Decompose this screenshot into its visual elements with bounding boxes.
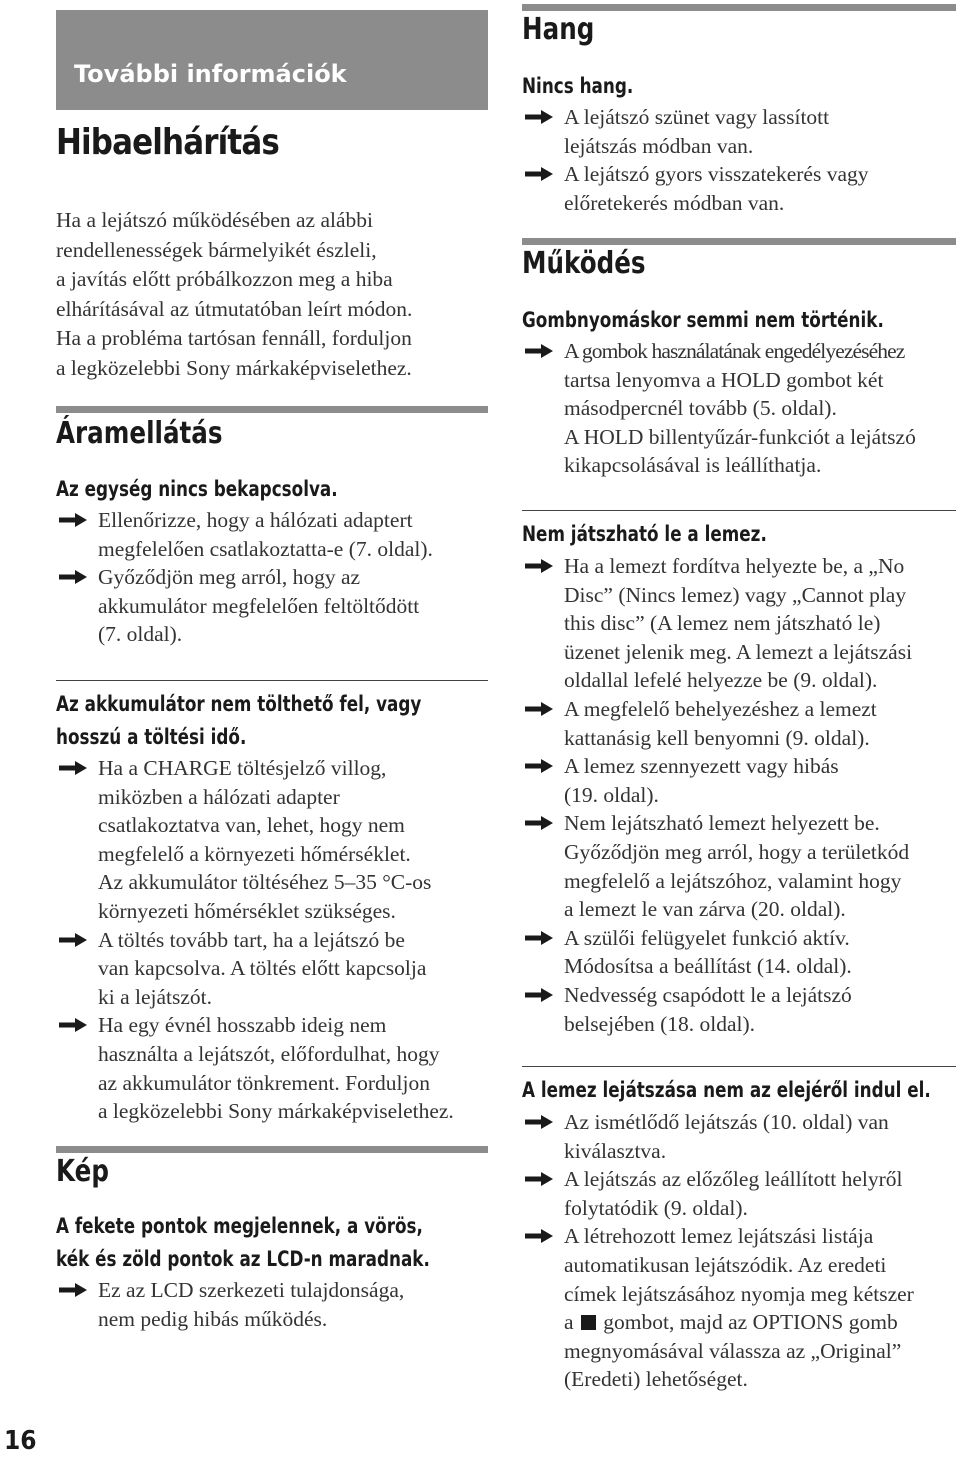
solution-line: lejátszás módban van.: [564, 133, 754, 158]
solution-line: üzenet jelenik meg. A lemezt a lejátszási: [564, 639, 913, 664]
solution-line: (7. oldal).: [98, 622, 183, 647]
solution-line: Az akkumulátor töltéséhez 5–35 °C-os: [98, 870, 432, 895]
section-rule: [56, 406, 488, 413]
arrow-icon: [58, 512, 88, 528]
solution-item: [522, 552, 956, 695]
solution-item: [56, 754, 496, 926]
solution-line: kikapcsolásával is leállíthatja.: [564, 453, 822, 478]
solution-line: van kapcsolva. A töltés előtt kapcsolja: [98, 956, 427, 981]
solution-line: használta a lejátszót, előfordulhat, hogy: [98, 1041, 440, 1066]
solution-item: [522, 924, 956, 981]
solution-line: megfelelő a lejátszóhoz, valamint hogy: [564, 868, 902, 893]
solution-line: (Eredeti) lehetőséget.: [564, 1367, 748, 1392]
solution-line: Ha a lemezt fordítva helyezte be, a „No: [564, 554, 905, 578]
solution-line: környezeti hőmérséklet szükséges.: [98, 898, 396, 923]
solution-line: Nedvesség csapódott le a lejátszó: [564, 982, 852, 1007]
arrow-icon: [58, 1282, 88, 1298]
solution-line: a legközelebbi Sony márkaképviselethez.: [98, 1099, 454, 1124]
solution-item: [522, 695, 956, 752]
section-banner: További információk: [56, 10, 488, 110]
solution-line: Ellenőrizze, hogy a hálózati adaptert: [98, 508, 413, 532]
solution-line: Ez az LCD szerkezeti tulajdonsága,: [98, 1278, 405, 1302]
solution-line: az akkumulátor tönkrement. Forduljon: [98, 1070, 430, 1095]
arrow-icon: [524, 815, 554, 831]
solution-list: [56, 754, 496, 1126]
arrow-icon: [524, 1171, 554, 1187]
problem-title: Gombnyomáskor semmi nem történik.: [522, 308, 884, 332]
solution-item: [522, 809, 956, 923]
arrow-icon: [524, 1228, 554, 1244]
solution-line: A lejátszó gyors visszatekerés vagy: [564, 162, 869, 187]
solution-list: [522, 552, 956, 1038]
solution-item: [56, 926, 496, 1012]
section-title-picture: Kép: [56, 1154, 109, 1189]
problem-title: Az egység nincs bekapcsolva.: [56, 477, 338, 501]
section-title-power: Áramellátás: [56, 416, 223, 451]
solution-line: oldallal lefelé helyezze be (9. oldal).: [564, 668, 878, 693]
problem-title: [56, 1210, 430, 1276]
arrow-icon: [524, 987, 554, 1003]
arrow-icon: [524, 109, 554, 125]
problem-title: A lemez lejátszása nem az elejéről indul el.: [522, 1078, 931, 1102]
divider: [522, 1066, 956, 1067]
solution-line: A HOLD billentyűzár-funkciót a lejátszó: [564, 424, 916, 449]
solution-line: Módosítsa a beállítást (14. oldal).: [564, 954, 852, 979]
arrow-icon: [58, 760, 88, 776]
arrow-icon: [524, 930, 554, 946]
solution-item: [522, 337, 956, 480]
intro-line: rendellenességek bármelyikét észleli,: [56, 237, 377, 262]
solution-line: csatlakoztatva van, lehet, hogy nem: [98, 813, 405, 838]
solution-list: [522, 1108, 956, 1394]
solution-item: [522, 1222, 956, 1394]
solution-line: A töltés tovább tart, ha a lejátszó be: [98, 927, 405, 952]
solution-line: Disc” (Nincs lemez) vagy „Cannot play: [564, 582, 907, 607]
page-title: Hibaelhárítás: [56, 122, 279, 163]
intro-line: Ha a probléma tartósan fennáll, forduljon: [56, 326, 412, 350]
stop-icon: [581, 1315, 596, 1330]
solution-line: nem pedig hibás működés.: [98, 1306, 328, 1331]
problem-title-line: Az akkumulátor nem tölthető fel, vagy: [56, 692, 422, 716]
solution-item: [522, 103, 956, 160]
section-rule: [56, 1146, 488, 1153]
intro-line: elhárításával az útmutatóban leírt módon.: [56, 296, 413, 321]
solution-line: belsejében (18. oldal).: [564, 1011, 756, 1036]
solution-item: [522, 160, 956, 217]
arrow-icon: [58, 1017, 88, 1033]
problem-title-line: A fekete pontok megjelennek, a vörös,: [56, 1214, 423, 1238]
solution-list: [56, 506, 496, 649]
solution-line: előretekerés módban van.: [564, 190, 785, 215]
solution-text: a: [564, 1310, 574, 1335]
solution-line: Nem lejátszható lemezt helyezett be.: [564, 811, 880, 836]
problem-title-line: hosszú a töltési idő.: [56, 725, 247, 749]
solution-list: [522, 337, 956, 480]
arrow-icon: [524, 701, 554, 717]
solution-line: Ha egy évnél hosszabb ideig nem: [98, 1013, 387, 1038]
page-number: 16: [4, 1426, 37, 1456]
solution-line: (19. oldal).: [564, 782, 659, 807]
intro-paragraph: [56, 206, 496, 383]
solution-line: Az ismétlődő lejátszás (10. oldal) van: [564, 1110, 889, 1134]
solution-list: [56, 1276, 496, 1333]
solution-line: megfelelően csatlakoztatta-e (7. oldal).: [98, 536, 433, 561]
solution-line-with-symbol: [564, 1308, 956, 1337]
solution-item: [522, 1108, 956, 1165]
arrow-icon: [524, 343, 554, 359]
intro-line: Ha a lejátszó működésében az alábbi: [56, 208, 373, 232]
arrow-icon: [524, 166, 554, 182]
arrow-icon: [58, 569, 88, 585]
section-rule: [522, 238, 956, 245]
solution-line: Ha a CHARGE töltésjelző villog,: [98, 756, 387, 780]
solution-list: [522, 103, 956, 217]
solution-line: A lejátszó szünet vagy lassított: [564, 105, 830, 129]
solution-line: automatikusan lejátszódik. Az eredeti: [564, 1252, 887, 1277]
solution-line: megnyomásával válassza az „Original”: [564, 1338, 902, 1363]
solution-line: tartsa lenyomva a HOLD gombot két: [564, 367, 884, 392]
intro-line: a javítás előtt próbálkozzon meg a hiba: [56, 267, 393, 291]
solution-item: [56, 563, 496, 649]
solution-line: Győződjön meg arról, hogy az: [98, 565, 361, 590]
solution-line: a lemezt le van zárva (20. oldal).: [564, 897, 846, 922]
solution-line: A létrehozott lemez lejátszási listája: [564, 1224, 874, 1249]
solution-item: [56, 1276, 496, 1333]
arrow-icon: [524, 1114, 554, 1130]
problem-title: Nincs hang.: [522, 74, 634, 98]
solution-line: megfelelő a környezeti hőmérséklet.: [98, 841, 411, 866]
solution-line: címek lejátszásához nyomja meg kétszer: [564, 1281, 914, 1306]
arrow-icon: [58, 932, 88, 948]
problem-title: [56, 688, 421, 754]
solution-item: [522, 1165, 956, 1222]
arrow-icon: [524, 758, 554, 774]
solution-line: Győződjön meg arról, hogy a területkód: [564, 839, 910, 864]
solution-line: this disc” (A lemez nem játszható le): [564, 611, 881, 636]
solution-line: miközben a hálózati adapter: [98, 784, 340, 809]
solution-line: ki a lejátszót.: [98, 984, 213, 1009]
section-title-sound: Hang: [522, 12, 595, 47]
solution-line: folytatódik (9. oldal).: [564, 1195, 748, 1220]
intro-line: a legközelebbi Sony márkaképviselethez.: [56, 355, 412, 380]
solution-line: kiválasztva.: [564, 1138, 667, 1163]
section-rule: [522, 4, 956, 11]
solution-line: kattanásig kell benyomni (9. oldal).: [564, 725, 870, 750]
solution-line: A lejátszás az előzőleg leállított helyről: [564, 1167, 903, 1192]
problem-title-line: kék és zöld pontok az LCD-n maradnak.: [56, 1247, 430, 1271]
solution-line: másodpercnél tovább (5. oldal).: [564, 396, 837, 421]
solution-item: [56, 1011, 496, 1125]
solution-line: A megfelelő behelyezéshez a lemezt: [564, 696, 877, 721]
divider: [522, 510, 956, 511]
solution-line: A szülői felügyelet funkció aktív.: [564, 925, 850, 950]
problem-title: Nem játszható le a lemez.: [522, 522, 767, 546]
section-title-operation: Működés: [522, 246, 646, 281]
solution-text: gombot, majd az OPTIONS gomb: [603, 1310, 898, 1335]
solution-line: A lemez szennyezett vagy hibás: [564, 754, 839, 779]
arrow-icon: [524, 558, 554, 574]
solution-line: akkumulátor megfelelően feltöltődött: [98, 593, 420, 618]
solution-line: A gombok használatának engedélyezéséhez: [564, 339, 905, 363]
divider: [56, 680, 488, 681]
solution-item: [522, 981, 956, 1038]
solution-item: [56, 506, 496, 563]
solution-item: [522, 752, 956, 809]
